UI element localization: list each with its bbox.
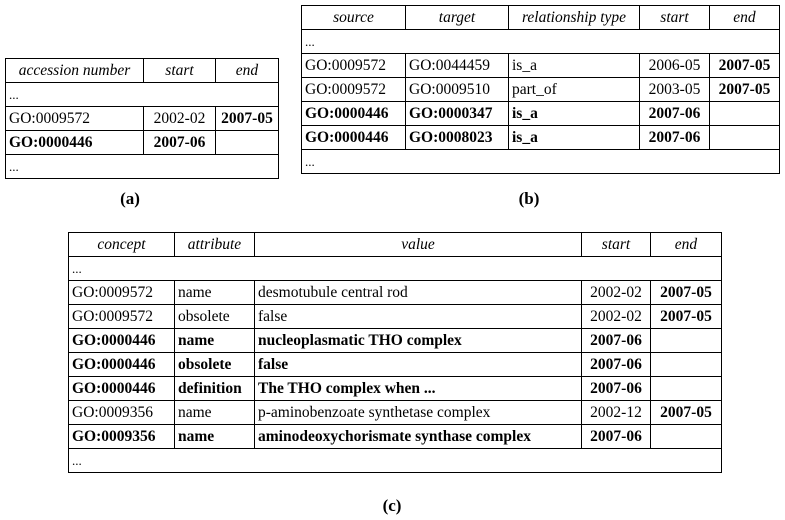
table-row: [69, 425, 722, 449]
table-row-ellipsis: [69, 257, 722, 281]
header-accession-number: accession number: [6, 59, 144, 83]
source-cell: GO:0009572: [302, 78, 406, 102]
end-cell: [710, 102, 780, 126]
relationship-type-cell: is_a: [509, 54, 640, 78]
start-cell: 2003-05: [640, 78, 710, 102]
start-cell: 2007-06: [144, 131, 216, 155]
end-cell: [216, 131, 279, 155]
table-row: [69, 353, 722, 377]
header-target: target: [406, 6, 509, 30]
attribute-cell: name: [175, 281, 255, 305]
concept-cell: GO:0009572: [69, 305, 175, 329]
table-b: [301, 5, 780, 174]
table-row-ellipsis: [302, 30, 780, 54]
table-row: [6, 131, 279, 155]
value-cell: The THO complex when ...: [255, 377, 582, 401]
table-row: [69, 281, 722, 305]
table-a-header-row: [6, 59, 279, 83]
value-cell: nucleoplasmatic THO complex: [255, 329, 582, 353]
start-cell: 2007-06: [582, 329, 651, 353]
table-row: [6, 107, 279, 131]
table-row: [69, 401, 722, 425]
start-cell: 2002-12: [582, 401, 651, 425]
concept-cell: GO:0009572: [69, 281, 175, 305]
start-cell: 2002-02: [582, 305, 651, 329]
header-concept: concept: [69, 233, 175, 257]
accession-cell: GO:0000446: [6, 131, 144, 155]
ellipsis-cell: ...: [302, 150, 780, 174]
end-cell: [651, 425, 722, 449]
concept-cell: GO:0000446: [69, 329, 175, 353]
table-c: [68, 232, 722, 473]
value-cell: p-aminobenzoate synthetase complex: [255, 401, 582, 425]
table-row-ellipsis: [6, 155, 279, 179]
end-cell: 2007-05: [710, 78, 780, 102]
start-cell: 2007-06: [582, 353, 651, 377]
table-row-ellipsis: [302, 150, 780, 174]
ellipsis-cell: ...: [69, 449, 722, 473]
value-cell: false: [255, 353, 582, 377]
target-cell: GO:0009510: [406, 78, 509, 102]
start-cell: 2007-06: [582, 425, 651, 449]
relationship-type-cell: is_a: [509, 102, 640, 126]
attribute-cell: name: [175, 329, 255, 353]
ellipsis-cell: ...: [302, 30, 780, 54]
start-cell: 2002-02: [582, 281, 651, 305]
relationship-type-cell: is_a: [509, 126, 640, 150]
start-cell: 2002-02: [144, 107, 216, 131]
value-cell: false: [255, 305, 582, 329]
start-cell: 2007-06: [582, 377, 651, 401]
table-a: [5, 58, 279, 179]
concept-cell: GO:0000446: [69, 353, 175, 377]
source-cell: GO:0000446: [302, 126, 406, 150]
end-cell: [651, 377, 722, 401]
concept-cell: GO:0009356: [69, 401, 175, 425]
concept-cell: GO:0009356: [69, 425, 175, 449]
target-cell: GO:0000347: [406, 102, 509, 126]
accession-cell: GO:0009572: [6, 107, 144, 131]
header-start: start: [144, 59, 216, 83]
table-row: [69, 305, 722, 329]
end-cell: 2007-05: [651, 401, 722, 425]
caption-c: (c): [382, 496, 402, 515]
end-cell: [651, 329, 722, 353]
caption-b: (b): [518, 189, 540, 208]
target-cell: GO:0008023: [406, 126, 509, 150]
attribute-cell: obsolete: [175, 353, 255, 377]
header-end: end: [651, 233, 722, 257]
end-cell: 2007-05: [651, 281, 722, 305]
header-end: end: [216, 59, 279, 83]
start-cell: 2007-06: [640, 126, 710, 150]
table-row: [69, 329, 722, 353]
end-cell: 2007-05: [710, 54, 780, 78]
header-start: start: [640, 6, 710, 30]
end-cell: [710, 126, 780, 150]
end-cell: 2007-05: [651, 305, 722, 329]
header-start: start: [582, 233, 651, 257]
end-cell: 2007-05: [216, 107, 279, 131]
source-cell: GO:0000446: [302, 102, 406, 126]
table-row: [302, 54, 780, 78]
start-cell: 2007-06: [640, 102, 710, 126]
table-row: [69, 377, 722, 401]
table-row-ellipsis: [69, 449, 722, 473]
header-end: end: [710, 6, 780, 30]
table-row-ellipsis: [6, 83, 279, 107]
ellipsis-cell: ...: [6, 155, 279, 179]
table-row: [302, 102, 780, 126]
start-cell: 2006-05: [640, 54, 710, 78]
attribute-cell: definition: [175, 377, 255, 401]
caption-a: (a): [120, 189, 140, 208]
ellipsis-cell: ...: [6, 83, 279, 107]
attribute-cell: name: [175, 425, 255, 449]
header-attribute: attribute: [175, 233, 255, 257]
value-cell: aminodeoxychorismate synthase complex: [255, 425, 582, 449]
table-row: [302, 126, 780, 150]
table-b-header-row: [302, 6, 780, 30]
attribute-cell: obsolete: [175, 305, 255, 329]
source-cell: GO:0009572: [302, 54, 406, 78]
end-cell: [651, 353, 722, 377]
value-cell: desmotubule central rod: [255, 281, 582, 305]
table-c-header-row: [69, 233, 722, 257]
header-value: value: [255, 233, 582, 257]
target-cell: GO:0044459: [406, 54, 509, 78]
concept-cell: GO:0000446: [69, 377, 175, 401]
attribute-cell: name: [175, 401, 255, 425]
ellipsis-cell: ...: [69, 257, 722, 281]
table-row: [302, 78, 780, 102]
relationship-type-cell: part_of: [509, 78, 640, 102]
header-source: source: [302, 6, 406, 30]
header-relationship-type: relationship type: [509, 6, 640, 30]
